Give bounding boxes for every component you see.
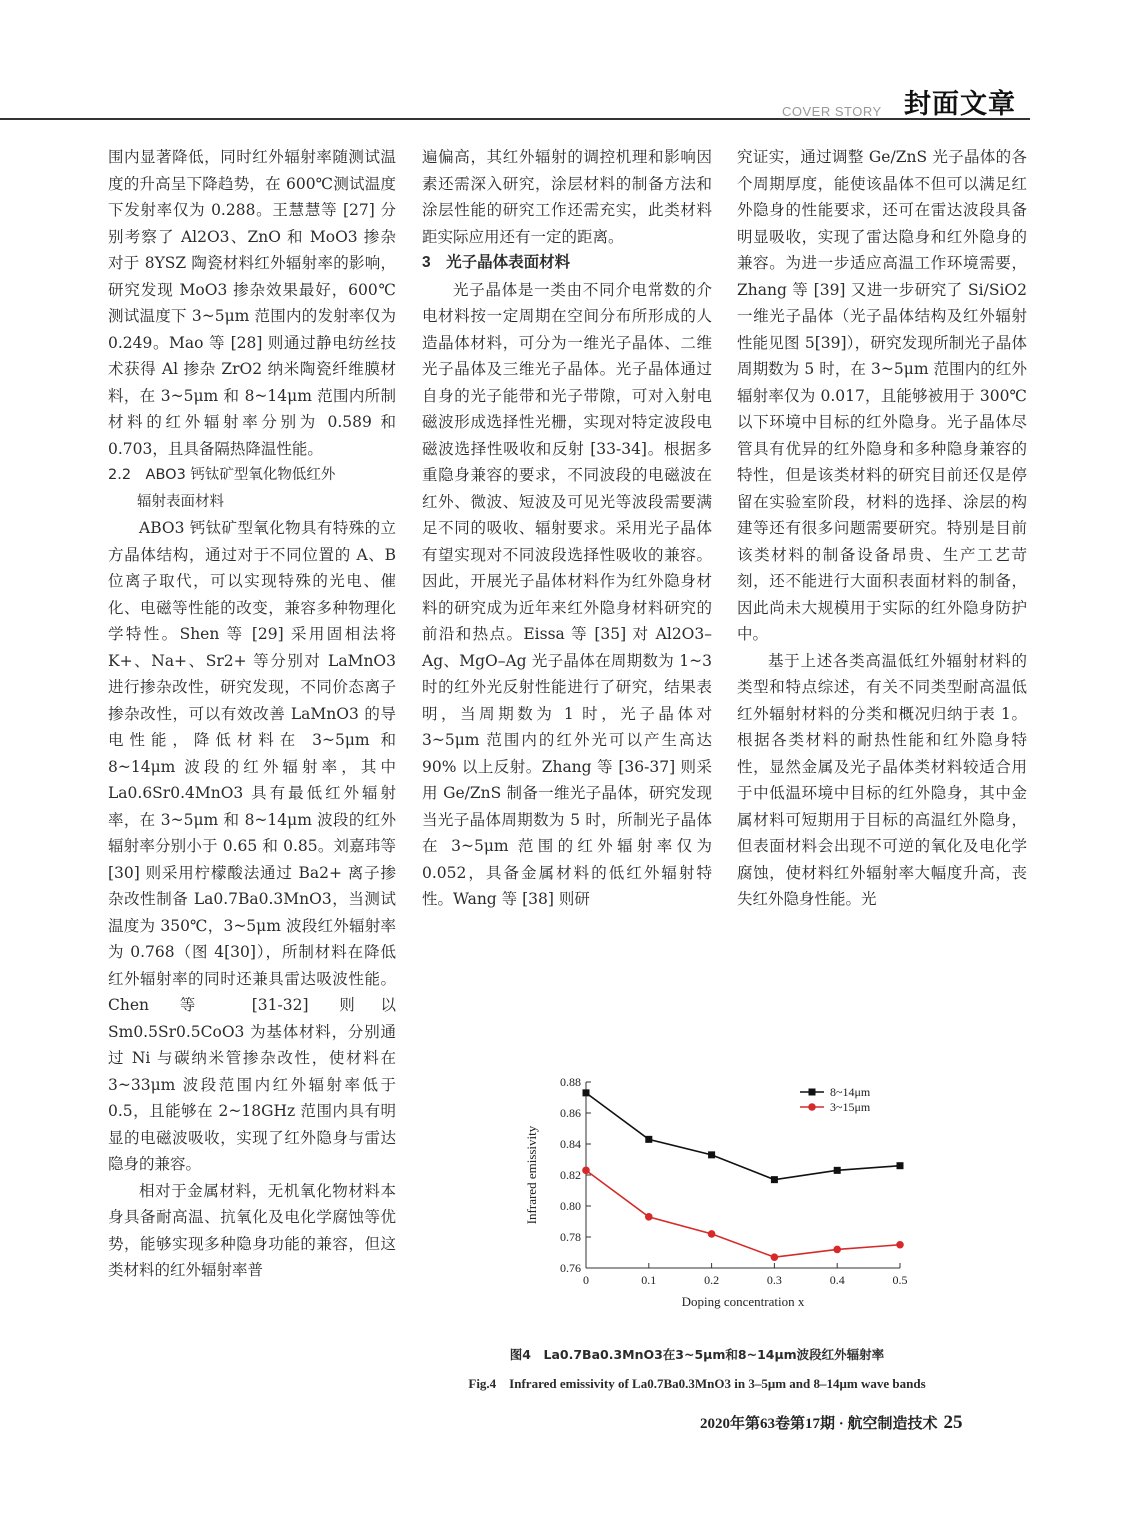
data-point: [834, 1167, 841, 1174]
data-point: [708, 1230, 716, 1238]
paragraph: 基于上述各类高温低红外辐射材料的类型和特点综述，有关不同类型耐高温低红外辐射材料的分类和概况归纳于表 1。根据各类材料的耐热性能和红外隐身特性，显然金属及光子晶体类材料较适合用于中低温环境中目标的红外隐身，其中金属材料可短期用于目标的高温红外隐身，但表面材料会出现不可逆的氧化及电化学腐蚀，使材料红外辐射率大幅度升高，丧失红外隐身性能。光: [737, 651, 1027, 908]
y-tick-label: 0.78: [560, 1230, 581, 1244]
y-tick-label: 0.88: [560, 1075, 581, 1089]
x-tick-label: 0.5: [892, 1273, 908, 1287]
column-3: [737, 144, 1027, 913]
data-point: [582, 1167, 590, 1175]
section-heading: 2.2 ABO3 钙钛矿型氧化物低红外: [108, 467, 336, 483]
paragraph: 究证实，通过调整 Ge/ZnS 光子晶体的各个周期厚度，能使该晶体不但可以满足红外隐身的性能要求，还可在雷达波段具备明显吸收，实现了雷达隐身和红外隐身的兼容。为进一步适应高温工作环境需要，Zhang 等 [39] 又进一步研究了 Si/SiO2 一维光子晶体（光子晶体结构及红外辐射性能见图 5[39]），研究发现所制光子晶体周期数为 5 时，在 3~5μm 范围内的红外辐射率仅为 0.017，且能够被用于 300℃ 以下环境中目标的红外隐身。光子晶体尽管具有优异的红外隐身和多种隐身兼容的特性，但是该类材料的研究目前还仅是停留在实验室阶段，材料的选择、涂层的构建等还有很多问题需要研究。特别是目前该类材料的制备设备昂贵、生产工艺苛刻，还不能进行大面积表面材料的制备，因此尚未大规模用于实际的红外隐身防护中。: [737, 148, 1027, 643]
paragraph: 遍偏高，其红外辐射的调控机理和影响因素还需深入研究，涂层材料的制备方法和涂层性能的研究工作还需充实，此类材料距实际应用还有一定的距离。: [422, 148, 712, 246]
figure-caption-en: Fig.4 Infrared emissivity of La0.7Ba0.3MnO3 in 3–5μm and 8–14μm wave bands: [468, 1376, 926, 1391]
cover-story-en: COVER STORY: [782, 104, 882, 119]
x-tick-label: 0.4: [829, 1273, 845, 1287]
y-axis-label: Infrared emissivity: [524, 1125, 539, 1225]
data-point: [583, 1089, 590, 1096]
y-tick-label: 0.82: [560, 1168, 581, 1182]
footer-journal: 2020年第63卷第17期 · 航空制造技术: [700, 1416, 938, 1432]
series-line: [586, 1170, 900, 1257]
paragraph: ABO3 钙钛矿型氧化物具有特殊的立方晶体结构，通过对于不同位置的 A、B 位离子取代，可以实现特殊的光电、催化、电磁等性能的改变，兼容多种物理化学特性。Shen 等 [29] 采用固相法将 K+、Na+、Sr2+ 等分别对 LaMnO3 进行掺杂改性，研究发现，不同价态离子掺杂改性，可以有效改善 LaMnO3 的导电性能，降低材料在 3~5μm 和 8~14μm 波段的红外辐射率，其中 La0.6Sr0.4MnO3 具有最低红外辐射率，在 3~5μm 和 8~14μm 波段的红外辐射率分别小于 0.65 和 0.85。刘嘉玮等 [30] 则采用柠檬酸法通过 Ba2+ 离子掺杂改性制备 La0.7Ba0.3MnO3，当测试温度为 350℃，3~5μm 波段红外辐射率为 0.768（图 4[30]），所制材料在降低红外辐射率的同时还兼具雷达吸波性能。Chen 等 [31-32] 则以 Sm0.5Sr0.5CoO3 为基体材料，分别通过 Ni 与碳纳米管掺杂改性，使材料在 3~33μm 波段范围内红外辐射率低于 0.5，且能够在 2~18GHz 范围内具有明显的电磁波吸收，实现了红外隐身与雷达隐身的兼容。: [108, 519, 396, 1173]
legend-label: 3~15μm: [830, 1100, 871, 1114]
paragraph: 光子晶体是一类由不同介电常数的介电材料按一定周期在空间分布所形成的人造晶体材料，可分为一维光子晶体、二维光子晶体及三维光子晶体。光子晶体通过自身的光子能带和光子带隙，可对入射电磁波形成选择性光栅，实现对特定波段电磁波选择性吸收和反射 [33-34]。根据多重隐身兼容的要求，不同波段的电磁波在红外、微波、短波及可见光等波段需要满足不同的吸收、辐射要求。采用光子晶体有望实现对不同波段选择性吸收的兼容。因此，开展光子晶体材料作为红外隐身材料的研究成为近年来红外隐身材料研究的前沿和热点。Eissa 等 [35] 对 Al2O3–Ag、MgO–Ag 光子晶体在周期数为 1~3 时的红外光反射性能进行了研究，结果表明，当周期数为 1 时，光子晶体对 3~5μm 范围内的红外光可以产生高达 90% 以上反射。Zhang 等 [36-37] 则采用 Ge/ZnS 制备一维光子晶体，研究发现当光子晶体周期数为 5 时，所制光子晶体在 3~5μm 范围的红外辐射率仅为 0.052，具备金属材料的低红外辐射特性。Wang 等 [38] 则研: [422, 280, 712, 908]
page-footer: [700, 1412, 963, 1434]
y-tick-label: 0.76: [560, 1261, 581, 1275]
column-2: [422, 144, 712, 913]
emissivity-chart: [510, 1068, 950, 1328]
legend-marker: [809, 1089, 816, 1096]
y-tick-label: 0.84: [560, 1137, 581, 1151]
data-point: [896, 1241, 904, 1249]
legend-label: 8~14μm: [830, 1085, 871, 1099]
paragraph: 相对于金属材料，无机氧化物材料本身具备耐高温、抗氧化及电化学腐蚀等优势，能够实现多种隐身功能的兼容，但这类材料的红外辐射率普: [108, 1181, 396, 1279]
section-heading: 3 光子晶体表面材料: [422, 254, 571, 271]
data-point: [645, 1136, 652, 1143]
page-number: 25: [943, 1412, 963, 1433]
data-point: [708, 1151, 715, 1158]
legend-marker: [808, 1103, 816, 1111]
section-heading-cont: 辐射表面材料: [137, 493, 224, 510]
y-tick-label: 0.86: [560, 1106, 581, 1120]
data-point: [771, 1253, 779, 1261]
column-1: [108, 144, 396, 1284]
x-tick-label: 0: [583, 1273, 589, 1287]
x-tick-label: 0.3: [766, 1273, 782, 1287]
figure-caption-cn: 图4 La0.7Ba0.3MnO3在3~5μm和8~14μm波段红外辐射率: [509, 1347, 885, 1362]
paragraph: 围内显著降低，同时红外辐射率随测试温度的升高呈下降趋势，在 600℃测试温度下发射率仅为 0.288。王慧慧等 [27] 分别考察了 Al2O3、ZnO 和 MoO3 掺杂对于 8YSZ 陶瓷材料红外辐射率的影响，研究发现 MoO3 掺杂效果最好，600℃测试温度下 3~5μm 范围内的发射率仅为 0.249。Mao 等 [28] 则通过静电纺丝技术获得 Al 掺杂 ZrO2 纳米陶瓷纤维膜材料，在 3~5μm 和 8~14μm 范围内所制材料的红外辐射率分别为 0.589 和 0.703，且具备隔热降温性能。: [108, 148, 396, 458]
data-point: [897, 1162, 904, 1169]
y-tick-label: 0.80: [560, 1199, 581, 1213]
x-tick-label: 0.1: [641, 1273, 657, 1287]
x-tick-label: 0.2: [704, 1273, 720, 1287]
cover-story-cn: 封面文章: [904, 89, 1016, 120]
data-point: [771, 1176, 778, 1183]
data-point: [645, 1213, 653, 1221]
data-point: [833, 1246, 841, 1254]
x-axis-label: Doping concentration x: [681, 1294, 805, 1309]
